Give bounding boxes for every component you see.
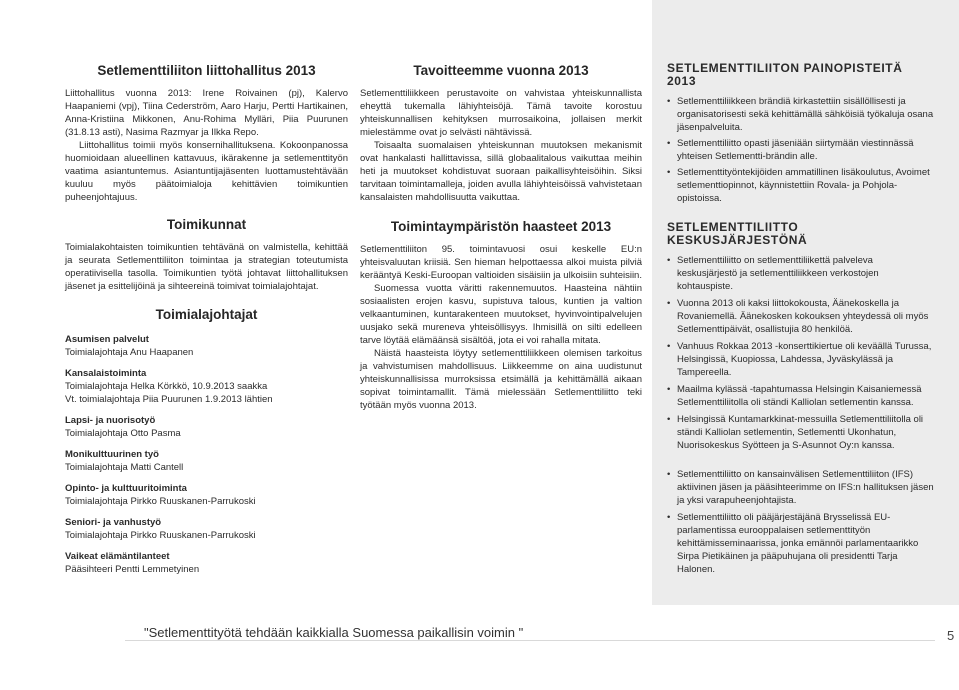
column-middle <box>360 62 642 412</box>
list-item: • Setlementtityöntekijöiden ammatillinen lisäkoulutus, Avoimet setlementtiopinnot, käynnistettiin Rovala- ja Pohjola-opistoissa. <box>667 166 934 205</box>
list-item: • Vuonna 2013 oli kaksi liittokokousta, Äänekoskella ja Rovaniemellä. Äänekosken kokouksen yhteydessä oli myös Setlementtipäivät, osallistujia 80 henkilöä. <box>667 297 934 336</box>
haasteet-title: Toimintaympäristön haasteet 2013 <box>390 219 612 234</box>
haasteet-paragraph-3: Näistä haasteista löytyy setlementtiliikkeen olemisen tarkoitus ja vahvistumisen mahdollisuus. Liikkeemme on aina uudistunut yhteiskunnallisissa murroksissa etsimällä ja kehittämällä aikaan sopivat toimintamallit. Tämä mielessään Setlementtiliitto teki työtään myös vuonna 2013. <box>360 348 642 411</box>
tavoitteet-paragraph-1: Setlementtiliikkeen perustavoite on vahvistaa yhteiskunnallista eheyttä tukemalla lähiyhteisöjä. Tämä tavoite korostuu yhteiskunnallisen kehityksen murrosaikoina, jollaisen merkit mielestämme ovat jo selvästi nähtävissä. <box>360 88 642 138</box>
role-block <box>65 516 348 542</box>
column-right <box>667 62 934 576</box>
list-item: • Setlementtiliitto on setlementtiliikettä palveleva keskusjärjestö ja setlementtiliikkeen verkostojen kohtauspiste. <box>667 254 934 293</box>
tavoitteet-title: Tavoitteemme vuonna 2013 <box>413 63 589 78</box>
role-block <box>65 333 348 359</box>
painopisteet-list <box>667 95 934 205</box>
hallitus-paragraph-1: Liittohallitus vuonna 2013: Irene Roivainen (pj), Kalervo Haapaniemi (vpj), Tiina Cederström, Aaro Harju, Pertti Hartikainen, Anna-Kristiina Mikkonen, Anu-Rohima Mylläri, Piia Puurunen (31.8.13 asti), Nasima Razmyar ja Ilkka Repo. <box>65 88 348 138</box>
hallitus-paragraph-2: Liittohallitus toimii myös konsernihallituksena. Kokoonpanossa huomioidaan alueellinen kattavuus, ikärakenne ja setlementtityön vaatima asiantuntemus. Asiantuntijajäsenten luottamustehtävään kuuluu myös päätoimialoja kehittävien toimikuntien puheenjohtajuus. <box>65 140 348 203</box>
role-block <box>65 448 348 474</box>
list-item: • Maailma kylässä -tapahtumassa Helsingin Kaisaniemessä Setlementtiliitolla oli ständi Kalliolan setlementin kanssa. <box>667 383 934 409</box>
role-title: Lapsi- ja nuorisotyö <box>65 415 156 426</box>
role-title: Vaikeat elämäntilanteet <box>65 551 170 562</box>
haasteet-paragraph-2: Suomessa vuotta väritti rakennemuutos. Haasteina nähtiin sosiaalisten erojen kasvu, supistuva talous, kuntien ja valtion velkaantuminen, kuntarakenteen muutokset, hyvinvointipalvelujen uusjako sekä mureneva yhteisöllisyys. Ihmisillä on silti edelleen tarve löytää elämäänsä sisältöä, jota ei voi rahalla mitata. <box>360 283 642 346</box>
haasteet-paragraph-1: Setlementtiliiton 95. toimintavuosi osui keskelle EU:n yhteisvaluutan kriisiä. Sen hieman helpottaessa alkoi muista pilviä kerääntyä Keski-Euroopan valtioiden sisäisiin ja ulkoisiin suhteisiin. <box>360 244 642 281</box>
role-block <box>65 367 348 406</box>
keskus-title: SETLEMENTTILIITTO KESKUSJÄRJESTÖNÄ <box>667 220 808 247</box>
tavoitteet-paragraph-2: Toisaalta suomalaisen yhteiskunnan muutoksen mekanismit ovat hankalasti hallittavissa, sillä globaalitalous vaikuttaa meihin heti ja muutokset kohdistuvat suoraan paikallisyhteisöihin. Siksi tarvitaan toimintamalleja, joiden avulla lähiyhteisöissä vahvistetaan kansalaisten mahdollisuutta vaikuttaa. <box>360 140 642 203</box>
toimikunnat-paragraph: Toimialakohtaisten toimikuntien tehtävänä on valmistella, kehittää ja seurata Setlementtiliiton toimintaa ja strategian toteutumista operatiivisella tasolla. Toimikuntien työtä johtavat liittohallituksen jäsenet ja esittelijöinä ja sihteereinä toimivat toimialajohtajat. <box>65 242 348 292</box>
role-person: Pääsihteeri Pentti Lemmetyinen <box>65 564 200 575</box>
page-number: 5 <box>947 628 955 643</box>
role-person: Toimialajohtaja Otto Pasma <box>65 428 181 439</box>
role-block <box>65 414 348 440</box>
toimialajohtajat-title: Toimialajohtajat <box>155 307 258 322</box>
role-person: Toimialajohtaja Matti Cantell <box>65 462 184 473</box>
role-block <box>65 482 348 508</box>
painopisteet-title: SETLEMENTTILIITON PAINOPISTEITÄ 2013 <box>667 61 903 88</box>
footer-quote: "Setlementtityötä tehdään kaikkialla Suomessa paikallisin voimin " <box>144 625 529 640</box>
role-person: Vt. toimialajohtaja Piia Puurunen 1.9.2013 lähtien <box>65 394 273 405</box>
list-item: • Setlementtiliitto opasti jäseniään siirtymään viestinnässä yhteisen Setlementti-brändin alle. <box>667 137 934 163</box>
role-title: Seniori- ja vanhustyö <box>65 517 162 528</box>
list-item: • Vanhuus Rokkaa 2013 -konserttikiertue oli keväällä Turussa, Helsingissä, Kuopiossa, Lahdessa, Jyväskylässä ja Tampereella. <box>667 340 934 379</box>
list-item: • Helsingissä Kuntamarkkinat-messuilla Setlementtiliitolla oli ständi Kalliolan setlementin, Setlementti Ukonhatun, Nuorisokeskus Syötteen ja S-Asunnot Oy:n kanssa. <box>667 413 934 452</box>
toimikunnat-title: Toimikunnat <box>166 217 247 232</box>
hallitus-title: Setlementtiliiton liittohallitus 2013 <box>97 63 316 78</box>
role-person: Toimialajohtaja Anu Haapanen <box>65 347 194 358</box>
keskus-list <box>667 254 934 452</box>
list-item: • Setlementtiliitto oli pääjärjestäjänä Brysselissä EU-parlamentissa eurooppalaisen setlementtityön kehittämisseminaarissa, jonka emännöi parlamentaarikko Sirpa Pietikäinen ja pääpuhujana oli presidentti Tarja Halonen. <box>667 511 934 576</box>
role-person: Toimialajohtaja Pirkko Ruuskanen-Parrukoski <box>65 530 256 541</box>
intl-list <box>667 468 934 576</box>
role-title: Kansalaistoiminta <box>65 368 147 379</box>
column-left <box>65 62 348 576</box>
role-title: Monikulttuurinen työ <box>65 449 159 460</box>
list-item: • Setlementtiliitto on kansainvälisen Setlementtiliiton (IFS) aktiivinen jäsen ja pääsihteerimme on IFS:n hallituksen jäsen ja yksi varapuheenjohtajista. <box>667 468 934 507</box>
role-person: Toimialajohtaja Pirkko Ruuskanen-Parrukoski <box>65 496 256 507</box>
list-item: • Setlementtiliikkeen brändiä kirkastettiin sisällöllisesti ja organisatorisesti sekä kehittämällä sähköisiä työkaluja osana jäsenpalveluita. <box>667 95 934 134</box>
role-person: Toimialajohtaja Helka Körkkö, 10.9.2013 saakka <box>65 381 268 392</box>
role-title: Asumisen palvelut <box>65 334 149 345</box>
role-block <box>65 550 348 576</box>
role-title: Opinto- ja kulttuuritoiminta <box>65 483 187 494</box>
